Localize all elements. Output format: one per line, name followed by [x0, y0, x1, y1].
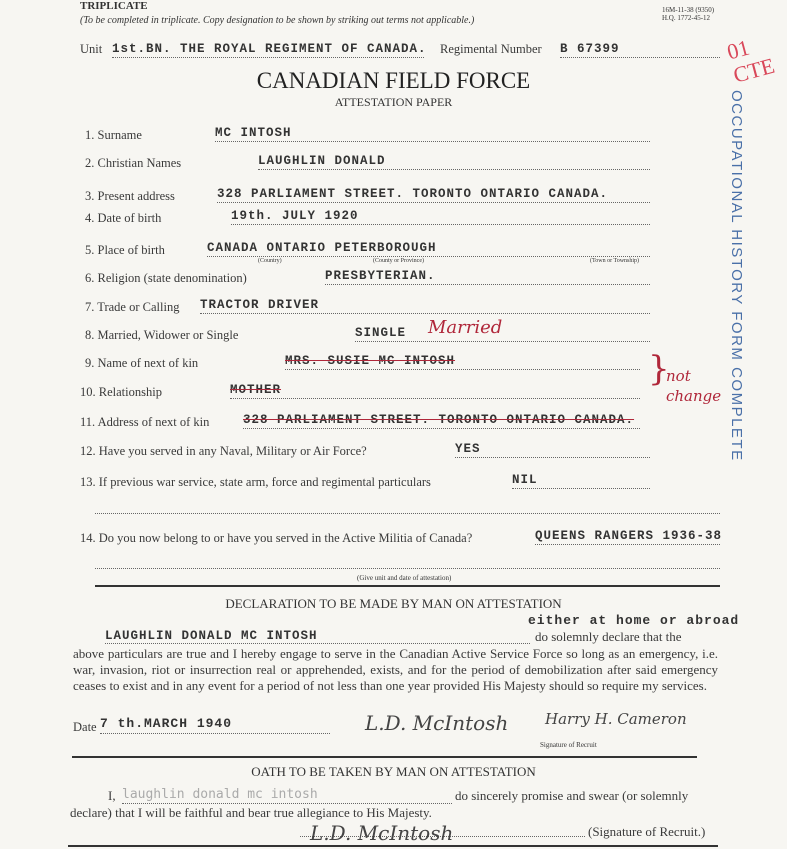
field-value: LAUGHLIN DONALD — [258, 154, 386, 168]
field-value: 328 PARLIAMENT STREET. TORONTO ONTARIO CANADA. — [217, 187, 609, 201]
form-subtitle: ATTESTATION PAPER — [334, 95, 453, 109]
declarant-name: LAUGHLIN DONALD MC INTOSH — [105, 629, 318, 643]
field-value: QUEENS RANGERS 1936-38 — [535, 529, 723, 543]
declaration-line1: do solemnly declare that the — [535, 629, 682, 644]
witness-signature: Harry H. Cameron — [545, 710, 687, 728]
declaration-text: above particulars are true and I hereby engage to serve in the Canadian Active Service Force so long as an emergency, i.e. war, invasion, riot or insurrection real or apprehended, exists, and for the period of demobilization after said emergency ceases to exist and in any event for a period of not less than one year provided His Majesty should so require my services. — [73, 646, 718, 693]
unit-value: 1st.BN. THE ROYAL REGIMENT OF CANADA. — [112, 42, 427, 56]
reg-number-value: B 67399 — [560, 42, 620, 56]
field-label: 8. Married, Widower or Single — [85, 328, 239, 342]
field-label: 4. Date of birth — [85, 211, 162, 225]
field-label: 11. Address of next of kin — [80, 415, 210, 429]
divider — [95, 585, 720, 587]
blank-line-13 — [95, 505, 720, 514]
declaration-insert: either at home or abroad — [528, 613, 740, 628]
field-value: SINGLE — [355, 326, 407, 340]
form-code-2: H.Q. 1772-45-12 — [662, 14, 711, 22]
sublabel-town: (Town or Township) — [590, 258, 640, 264]
oath-name: laughlin donald mc intosh — [122, 787, 452, 804]
sublabel-country: (Country) — [258, 258, 282, 264]
field-label: 9. Name of next of kin — [85, 356, 199, 370]
blank-line-14 — [95, 562, 720, 569]
form-code-1: 16M-11-38 (9350) — [662, 6, 715, 14]
field-value: CANADA ONTARIO PETERBOROUGH — [207, 241, 437, 255]
date-label: Date — [73, 720, 97, 734]
field-label: 2. Christian Names — [85, 156, 182, 170]
oath-signature-label: (Signature of Recruit.) — [588, 824, 706, 839]
field-value: 19th. JULY 1920 — [231, 209, 359, 223]
oath-signature: L.D. McIntosh — [310, 821, 454, 845]
form-title: CANADIAN FIELD FORCE — [256, 68, 531, 93]
militia-note: (Give unit and date of attestation) — [357, 574, 452, 582]
oath-prefix: I, — [108, 788, 116, 803]
field-dotted-line — [230, 385, 640, 399]
signature-label: Signature of Recruit — [540, 741, 597, 749]
field-label: 6. Religion (state denomination) — [85, 271, 247, 285]
field-label: 13. If previous war service, state arm, force and regimental particulars — [80, 475, 431, 489]
occupational-history-stamp: OCCUPATIONAL HISTORY FORM COMPLETE — [728, 90, 745, 462]
corner-stamp: 01 CTE — [724, 34, 778, 88]
oath-line2: declare) that I will be faithful and bear true allegiance to His Majesty. — [70, 805, 432, 820]
field-label: 10. Relationship — [80, 385, 162, 399]
declaration-heading: DECLARATION TO BE MADE BY MAN ON ATTESTATION — [225, 596, 562, 611]
not-change-annotation: not change — [666, 367, 722, 405]
field-value: NIL — [512, 473, 538, 487]
field-label: 3. Present address — [85, 189, 175, 203]
bracket: } — [648, 349, 670, 389]
divider — [72, 756, 697, 758]
divider — [68, 845, 718, 847]
married-annotation: Married — [428, 317, 503, 338]
instruction: (To be completed in triplicate. Copy designation to be shown by striking out terms not applicable.) — [80, 15, 475, 26]
field-dotted-line — [455, 444, 650, 458]
field-value: PRESBYTERIAN. — [325, 269, 436, 283]
oath-heading: OATH TO BE TAKEN BY MAN ON ATTESTATION — [251, 764, 536, 779]
oath-line1: do sincerely promise and swear (or solemnly — [455, 788, 689, 803]
corner-label: TRIPLICATE — [80, 0, 148, 12]
field-value: TRACTOR DRIVER — [200, 298, 320, 312]
field-value: YES — [455, 442, 481, 456]
field-label: 5. Place of birth — [85, 243, 165, 257]
field-value: 328 PARLIAMENT STREET. TORONTO ONTARIO CANADA. — [243, 413, 635, 427]
field-label: 14. Do you now belong to or have you served in the Active Militia of Canada? — [80, 531, 473, 545]
date-value: 7 th.MARCH 1940 — [100, 716, 233, 731]
reg-number-label: Regimental Number — [440, 42, 542, 56]
declaration-signature: L.D. McIntosh — [365, 711, 509, 735]
field-value: MC INTOSH — [215, 126, 292, 140]
field-label: 12. Have you served in any Naval, Military or Air Force? — [80, 444, 367, 458]
sublabel-province: (County or Province) — [373, 258, 424, 264]
field-label: 1. Surname — [85, 128, 142, 142]
field-value: MOTHER — [230, 383, 282, 397]
field-value: MRS. SUSIE MC INTOSH — [285, 354, 456, 368]
field-label: 7. Trade or Calling — [85, 300, 180, 314]
unit-label: Unit — [80, 42, 103, 56]
